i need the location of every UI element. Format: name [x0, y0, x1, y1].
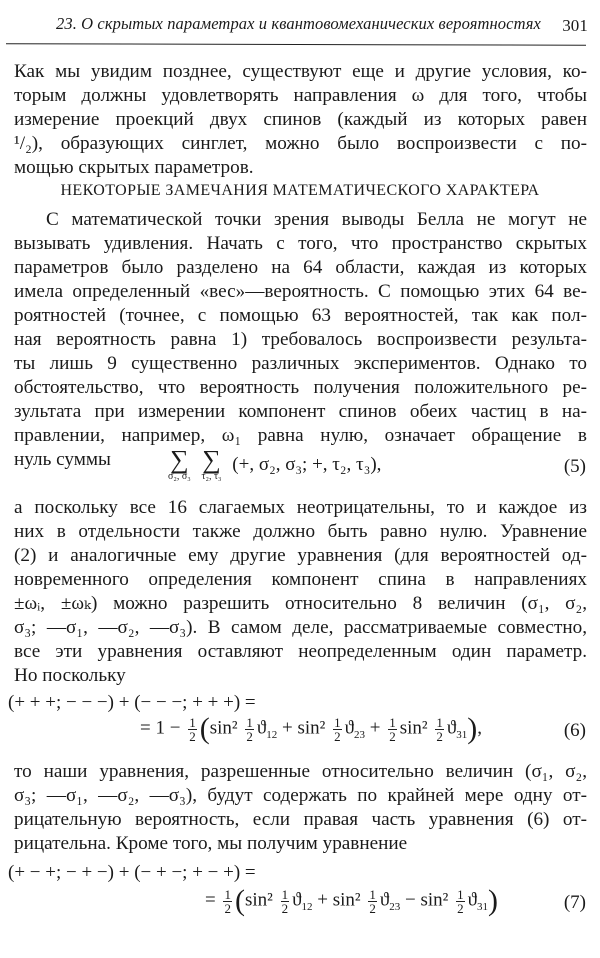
- text-line: Но поскольку: [14, 665, 126, 686]
- equation-6-lhs: (+ + +; − − −) + (− − −; + + +) =: [8, 692, 256, 713]
- fraction: $\frac{1}{2}$: [334, 714, 341, 744]
- text-line: а поскольку все 16 слагаемых неотрицательны, то и каждое из: [14, 497, 587, 518]
- fraction: $\frac{1}{2}$: [369, 886, 376, 916]
- text-line: роятностей (точнее, с помощью 63 вероятностей, так как пол-: [14, 305, 587, 326]
- text-line: имела определенный «вес»—вероятность. С помощью этих 64 ве-: [14, 281, 587, 302]
- text-line: вызывать удивления. Начать с того, что пространство скрытых: [14, 233, 587, 254]
- header-rule: [6, 43, 586, 46]
- fraction: $\frac{1}{2}$: [436, 714, 443, 744]
- equation-number: (7): [563, 892, 586, 913]
- equation-number: (5): [563, 456, 586, 477]
- text-line: торым должны удовлетворять направления ω для того, чтобы: [14, 85, 587, 106]
- text-line: обстоятельство, что вероятность получения положительного ре-: [14, 377, 587, 398]
- text-line: нуль суммы: [14, 449, 111, 470]
- fraction: $\frac{1}{2}$: [224, 886, 231, 916]
- equation-6-rhs: = 1 − $\frac{1}{2}$ (sin² $\frac{1}{2}$ $ϑ_{12} + \sin^2$ $\frac{1}{2}$ $ϑ_{23}$ + $\frac{1}{2}$ sin² $\frac{1}{2}$ $ϑ_{31}$),: [140, 712, 483, 745]
- page-number: 301: [562, 16, 588, 35]
- text-line: ±ωᵢ, ±ωₖ) можно разрешить относительно 8 величин (σ₁, σ₂,: [14, 593, 587, 614]
- text-line: σ₃; —σ₁, —σ₂, —σ₃), будут содержать по крайней мере одну от-: [14, 785, 587, 806]
- text-line: ты лишь 9 существенно различных экспериментов. Однако то: [14, 353, 587, 374]
- fraction: $\frac{1}{2}$: [189, 714, 196, 744]
- text-line: мощью скрытых параметров.: [14, 157, 254, 178]
- section-heading: НЕКОТОРЫЕ ЗАМЕЧАНИЯ МАТЕМАТИЧЕСКОГО ХАРАКТЕРА: [60, 182, 540, 199]
- text-line: (2) и аналогичные ему другие уравнения (для вероятностей од-: [14, 545, 587, 566]
- text-line: новременного определения компонент спина в направлениях: [14, 569, 587, 590]
- text-line: ¹/₂), образующих синглет, можно было воспроизвести с по-: [14, 133, 587, 154]
- text-line: рицательную вероятность, если правая часть уравнения (6) от-: [14, 809, 587, 830]
- text-line: рицательна. Кроме того, мы получим уравнение: [14, 833, 408, 854]
- text-line: зультата при измерении компонент спинов обеих частиц в на-: [14, 401, 587, 422]
- summation-symbol: ∑ τ₂, τ₃: [201, 445, 222, 482]
- equation-body: (+, σ₂, σ₃; +, τ₂, τ₃),: [232, 454, 382, 475]
- equation-number: (6): [563, 720, 586, 741]
- running-title: 23. О скрытых параметрах и квантовомеханических вероятностях: [56, 14, 541, 33]
- text-line: то наши уравнения, разрешенные относительно величин (σ₁, σ₂,: [14, 761, 587, 782]
- text-line: параметров было разделено на 64 области, каждая из которых: [14, 257, 587, 278]
- text-line: измерение проекций двух спинов (каждый из которых равен: [14, 109, 587, 130]
- text-line: правлении, например, ω₁ равна нулю, означает обращение в: [14, 425, 587, 446]
- text-line: С математической точки зрения выводы Белла не могут не: [46, 209, 587, 230]
- running-head: [56, 14, 596, 40]
- fraction: $\frac{1}{2}$: [281, 886, 289, 916]
- equation-7-rhs: = $\frac{1}{2}$ (sin² $\frac{1}{2}$ $ϑ_{12} + \sin^2$ $\frac{1}{2}$ $ϑ_{23} - \sin^2$ $\frac{1}{2}$ $ϑ_{31}$): [205, 884, 499, 917]
- text-line: все эти уравнения оставляют неопределенным один параметр.: [14, 641, 587, 662]
- fraction: $\frac{1}{2}$: [246, 714, 253, 744]
- summation-symbol: ∑ σ₂, σ₃: [168, 445, 191, 482]
- equation-5: [168, 445, 382, 482]
- fraction: $\frac{1}{2}$: [457, 886, 464, 916]
- text-line: σ₃; —σ₁, —σ₂, —σ₃). В самом деле, рассматриваемые совместно,: [14, 617, 587, 638]
- equation-7-lhs: (+ − +; − + −) + (− + −; + − +) =: [8, 862, 256, 883]
- text-line: ная вероятность равна 1) требовалось воспроизвести результа-: [14, 329, 587, 350]
- text-line: них в отдельности также должно быть равно нулю. Уравнение: [14, 521, 587, 542]
- fraction: $\frac{1}{2}$: [389, 714, 396, 744]
- text-line: Как мы увидим позднее, существуют еще и другие условия, ко-: [14, 61, 587, 82]
